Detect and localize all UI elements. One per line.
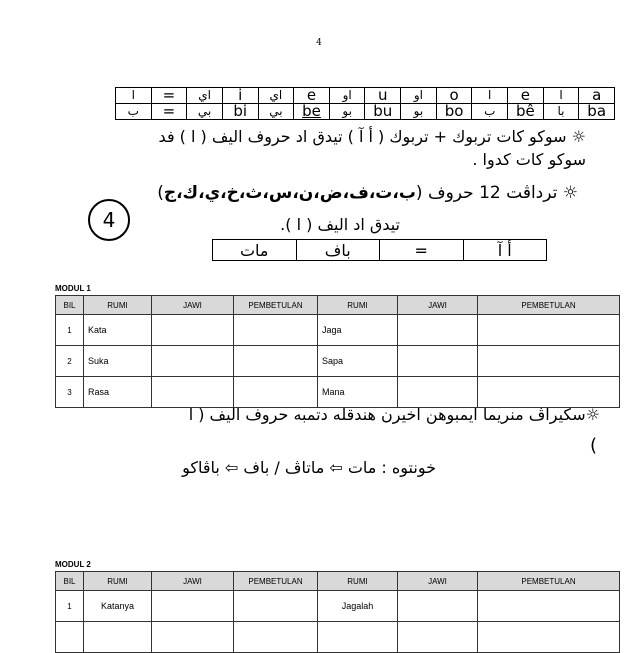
rule-1-line-2: سوكو كات كدوا . (472, 150, 586, 169)
correction-field[interactable] (234, 377, 318, 408)
table-row (56, 346, 620, 377)
vowel-cell: او (329, 88, 365, 104)
vowel-cell: a (579, 88, 615, 104)
vowel-cell: bi (222, 104, 258, 120)
jawi-answer-field[interactable] (152, 346, 234, 377)
column-header: JAWI (152, 296, 234, 315)
correction-field[interactable] (478, 346, 620, 377)
column-header: JAWI (152, 572, 234, 591)
correction-field[interactable] (234, 622, 318, 653)
vowel-cell: بي (187, 104, 223, 120)
correction-field[interactable] (478, 315, 620, 346)
jawi-answer-field[interactable] (398, 377, 478, 408)
vowel-cell: bê (508, 104, 544, 120)
row-number (56, 622, 84, 653)
table-row (56, 315, 620, 346)
rumi-word (84, 622, 152, 653)
vowel-cell: ا (116, 88, 152, 104)
vowel-cell: ba (579, 104, 615, 120)
column-header: RUMI (318, 572, 398, 591)
rule-1-line-1: ☼ سوكو كات تربوك + تربوك ( أ آ ) تيدق اد حروف اليف ( ا ) فد (158, 127, 586, 146)
column-header: BIL (56, 296, 84, 315)
jawi-answer-field[interactable] (398, 622, 478, 653)
vowel-cell: i (222, 88, 258, 104)
compare-cell: أ آ (463, 240, 547, 261)
circled-number: 4 (88, 199, 130, 241)
correction-field[interactable] (234, 346, 318, 377)
vowel-cell: اي (187, 88, 223, 104)
vowel-cell: = (151, 88, 187, 104)
column-header: PEMBETULAN (478, 572, 620, 591)
modul-1-title: MODUL 1 (55, 284, 91, 293)
vowel-cell: بي (258, 104, 294, 120)
jawi-answer-field[interactable] (398, 346, 478, 377)
table-row (56, 377, 620, 408)
vowel-cell: بو (329, 104, 365, 120)
rule-2-line-1 (157, 183, 578, 203)
vowel-table (115, 87, 615, 120)
compare-cell: = (380, 240, 464, 261)
column-header: BIL (56, 572, 84, 591)
column-header: RUMI (84, 296, 152, 315)
rule-2-line-2: تيدق اد اليف ( ا ). (280, 215, 400, 234)
modul-1-header-row (56, 296, 620, 315)
vowel-cell: ا (472, 88, 508, 104)
vowel-cell: با (543, 104, 579, 120)
rumi-word: Jaga (318, 315, 398, 346)
column-header: PEMBETULAN (478, 296, 620, 315)
compare-table (212, 239, 547, 261)
jawi-answer-field[interactable] (398, 591, 478, 622)
row-number: 1 (56, 591, 84, 622)
column-header: RUMI (318, 296, 398, 315)
column-header: PEMBETULAN (234, 296, 318, 315)
vowel-row-1 (116, 88, 615, 104)
column-header: JAWI (398, 572, 478, 591)
compare-cell: باف (296, 240, 380, 261)
vowel-cell: be (294, 104, 330, 120)
rule-3-line: ☼سكيراڤ منريما ايمبوهن اخيرن هندقله دتمبه حروف اليف ( ا (188, 405, 600, 424)
vowel-cell: e (294, 88, 330, 104)
compare-cell: مات (213, 240, 297, 261)
rule-3-paren: ( (590, 435, 598, 456)
example-line: خونتوه : مات ⇦ ماتاڤ / باف ⇦ باڤاكو (182, 458, 436, 477)
page-number: 4 (316, 38, 322, 48)
correction-field[interactable] (234, 591, 318, 622)
rumi-word: Mana (318, 377, 398, 408)
vowel-cell: e (508, 88, 544, 104)
correction-field[interactable] (478, 377, 620, 408)
vowel-cell: او (401, 88, 437, 104)
correction-field[interactable] (478, 591, 620, 622)
vowel-cell: اي (258, 88, 294, 104)
rumi-word: Rasa (84, 377, 152, 408)
jawi-answer-field[interactable] (152, 622, 234, 653)
vowel-cell: o (436, 88, 472, 104)
vowel-cell: ب (472, 104, 508, 120)
jawi-answer-field[interactable] (152, 315, 234, 346)
table-row (56, 591, 620, 622)
jawi-answer-field[interactable] (152, 377, 234, 408)
rule-2-suffix: ) (157, 183, 164, 203)
rumi-word: Sapa (318, 346, 398, 377)
modul-2-title: MODUL 2 (55, 560, 91, 569)
vowel-row-2 (116, 104, 615, 120)
row-number: 3 (56, 377, 84, 408)
jawi-answer-field[interactable] (152, 591, 234, 622)
modul-2-header-row (56, 572, 620, 591)
correction-field[interactable] (234, 315, 318, 346)
vowel-cell: ا (543, 88, 579, 104)
row-number: 1 (56, 315, 84, 346)
vowel-cell: = (151, 104, 187, 120)
rumi-word: Kata (84, 315, 152, 346)
rumi-word: Suka (84, 346, 152, 377)
column-header: RUMI (84, 572, 152, 591)
rumi-word (318, 622, 398, 653)
modul-1-table (55, 295, 620, 408)
column-header: JAWI (398, 296, 478, 315)
rule-2-prefix: ☼ ترداڤت 12 حروف ( (415, 183, 578, 203)
table-row (56, 622, 620, 653)
rumi-word: Jagalah (318, 591, 398, 622)
jawi-answer-field[interactable] (398, 315, 478, 346)
vowel-cell: u (365, 88, 401, 104)
modul-2-table (55, 571, 620, 653)
rumi-word: Katanya (84, 591, 152, 622)
vowel-cell: bu (365, 104, 401, 120)
rule-2-letters: ب،ت،ف،ض،ن،س،ث،خ،ي،ك،ج (163, 183, 416, 203)
column-header: PEMBETULAN (234, 572, 318, 591)
vowel-cell: بو (401, 104, 437, 120)
row-number: 2 (56, 346, 84, 377)
vowel-cell: ب (116, 104, 152, 120)
vowel-cell: bo (436, 104, 472, 120)
correction-field[interactable] (478, 622, 620, 653)
